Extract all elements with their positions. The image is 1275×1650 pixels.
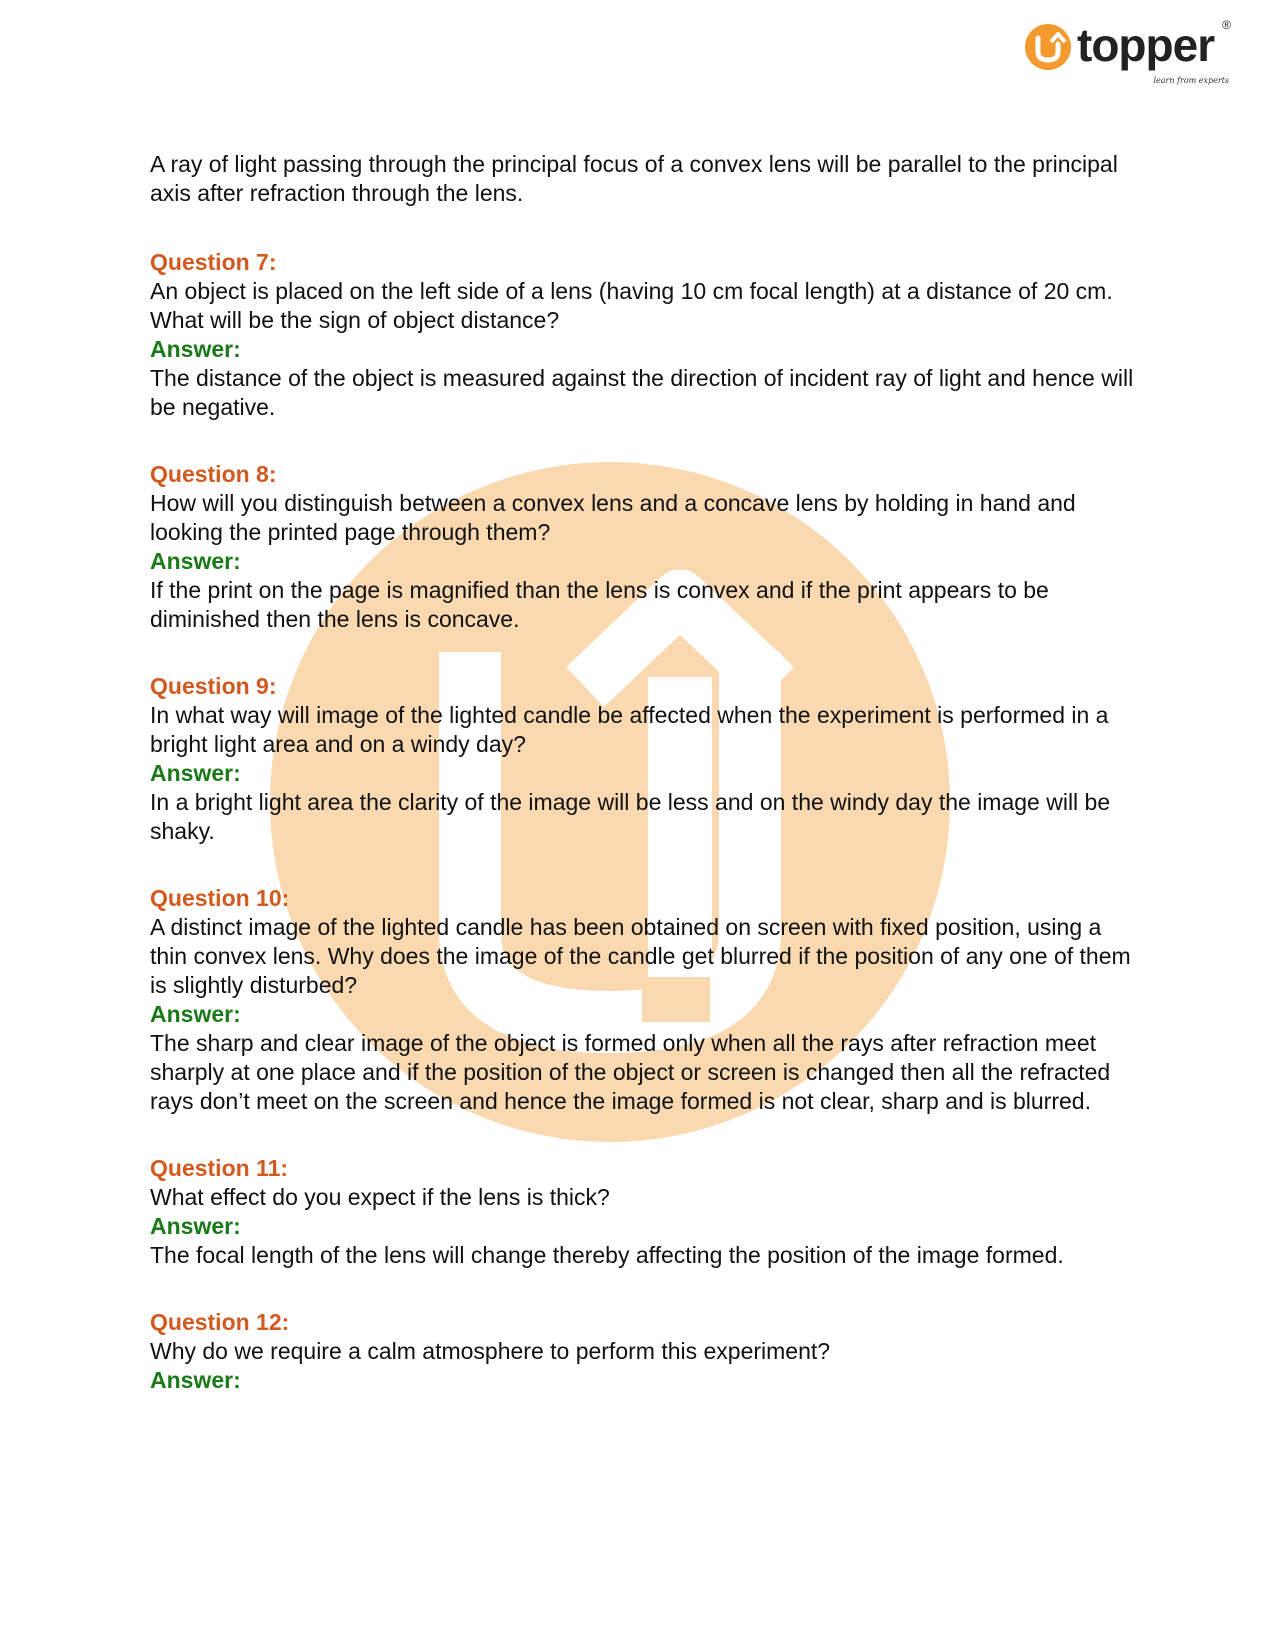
question-text: Why do we require a calm atmosphere to perform this experiment?	[150, 1338, 831, 1364]
answer-label: Answer:	[150, 1367, 241, 1393]
brand-tagline: learn from experts	[1153, 76, 1229, 85]
topper-logo-mark-icon	[1025, 24, 1071, 70]
registered-mark: ®	[1222, 18, 1231, 32]
answer-label: Answer:	[150, 1001, 241, 1027]
question-label: Question 8:	[150, 461, 277, 487]
question-text: What effect do you expect if the lens is thick?	[150, 1184, 610, 1210]
brand-name: topper	[1077, 19, 1215, 71]
question-text: An object is placed on the left side of a lens (having 10 cm focal length) at a distance of 20 cm. What will be the sign of object distance?	[150, 278, 1113, 333]
answer-label: Answer:	[150, 760, 241, 786]
question-text: In what way will image of the lighted candle be affected when the experiment is performed in a bright light area and on a windy day?	[150, 702, 1109, 757]
qa-item-7	[150, 248, 1135, 422]
answer-text: The sharp and clear image of the object is formed only when all the rays after refraction meet sharply at one place and if the position of the object or screen is changed then all the refracted rays don’t meet on the screen and hence the image formed is not clear, sharp and is blurred.	[150, 1030, 1111, 1114]
answer-label: Answer:	[150, 1213, 241, 1239]
answer-label: Answer:	[150, 336, 241, 362]
qa-item-9	[150, 672, 1135, 846]
qa-item-11	[150, 1154, 1135, 1270]
qa-item-12	[150, 1308, 1135, 1395]
answer-text: The focal length of the lens will change thereby affecting the position of the image formed.	[150, 1242, 1064, 1268]
topper-logo	[1025, 18, 1235, 88]
question-label: Question 7:	[150, 249, 277, 275]
answer-text: If the print on the page is magnified than the lens is convex and if the print appears to be diminished then the lens is concave.	[150, 577, 1049, 632]
question-label: Question 9:	[150, 673, 277, 699]
answer-label: Answer:	[150, 548, 241, 574]
question-text: How will you distinguish between a convex lens and a concave lens by holding in hand and looking the printed page through them?	[150, 490, 1076, 545]
qa-item-10	[150, 884, 1135, 1116]
question-label: Question 10:	[150, 885, 290, 911]
question-label: Question 11:	[150, 1155, 289, 1181]
document-content	[150, 150, 1135, 1433]
qa-item-8	[150, 460, 1135, 634]
intro-paragraph: A ray of light passing through the principal focus of a convex lens will be parallel to the principal axis after refraction through the lens.	[150, 151, 1118, 206]
question-label: Question 12:	[150, 1309, 290, 1335]
answer-text: The distance of the object is measured against the direction of incident ray of light and hence will be negative.	[150, 365, 1134, 420]
question-text: A distinct image of the lighted candle has been obtained on screen with fixed position, using a thin convex lens. Why does the image of the candle get blurred if the position of any one of them is slightly disturbed?	[150, 914, 1131, 998]
answer-text: In a bright light area the clarity of the image will be less and on the windy day the image will be shaky.	[150, 789, 1111, 844]
